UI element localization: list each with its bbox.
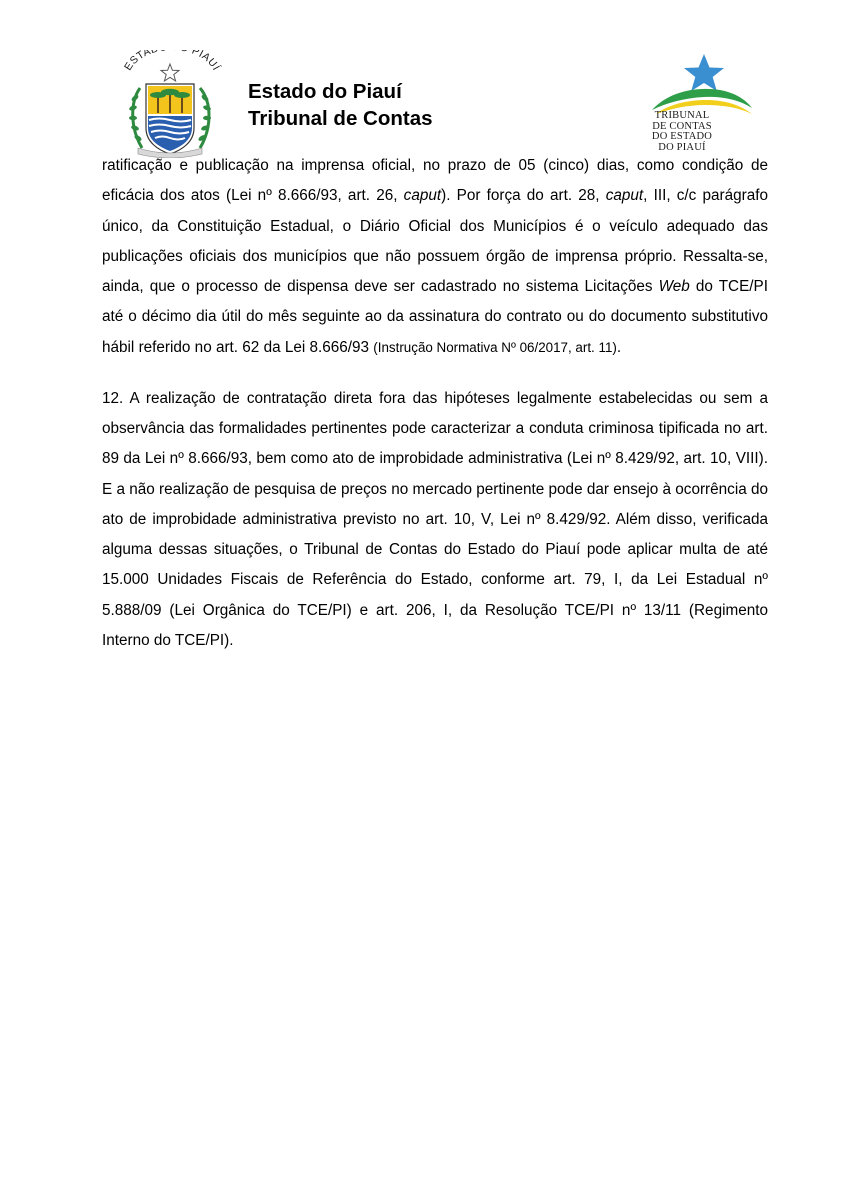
- italic-term: caput: [605, 187, 644, 205]
- seal-arc-text: ESTA PIAUÍ: [122, 50, 222, 73]
- paragraph-continuation: [102, 151, 768, 363]
- italic-term: caput: [403, 187, 442, 205]
- tce-logo-line: DO PIAUÍ: [658, 141, 706, 153]
- header-titles: [248, 78, 433, 132]
- document-body: [102, 151, 768, 656]
- text-run: , III, c/c parágrafo único, da Constituição Estadual, o Diário Oficial dos Municípios é o veículo adequado das publicações oficiais dos municípios que não possuem órgão de imprensa próprio. Ressalta-se, ainda, que o processo de dispensa deve ser cadastrado no sistema Licitações: [102, 187, 768, 295]
- normative-reference: (Instrução Normativa Nº 06/2017, art. 11): [373, 339, 617, 355]
- text-run: ratificação e publicação na imprensa oficial, no prazo de 05 (cinco) dias, como condição de eficácia dos atos (Lei nº 8.666/93, art. 26,: [102, 157, 768, 205]
- tce-logo-line: DO ESTADO: [651, 131, 713, 142]
- state-coat-of-arms-icon: [118, 50, 222, 158]
- tce-logo-line: TRIBUNAL: [654, 110, 710, 121]
- tce-logo-line: DE CONTAS: [652, 120, 712, 132]
- blue-star-icon: [684, 54, 724, 91]
- text-run: ). Por força do art. 28,: [441, 187, 606, 205]
- paragraph-12: 12. A realização de contratação direta fora das hipóteses legalmente estabelecidas ou sem a observância das formalidades pertinentes pode caracterizar a conduta criminosa tipificada no art. 89 da Lei nº 8.666/93, bem como ato de improbidade administrativa (Lei nº 8.429/92, art. 10, VIII). E a não realização de pesquisa de preços no mercado pertinente pode dar ensejo à ocorrência do ato de improbidade administrativa previsto no art. 10, V, Lei nº 8.429/92. Além disso, verificada alguma dessas situações, o Tribunal de Contas do Estado do Piauí pode aplicar multa de até 15.000 Unidades Fiscais de Referência do Estado, conforme art. 79, I, da Lei Estadual nº 5.888/09 (Lei Orgânica do TCE/PI) e art. 206, I, da Resolução TCE/PI nº 13/11 (Regimento Interno do TCE/PI).: [102, 389, 768, 649]
- text-run: do TCE/PI até o décimo dia útil do mês seguinte ao da assinatura do contrato ou do documento substitutivo hábil referido no art. 62 da Lei 8.666/93: [102, 278, 768, 356]
- tce-pi-logo: [648, 52, 756, 158]
- header-title-court: Tribunal de Contas: [248, 107, 433, 130]
- page-header: [0, 0, 849, 160]
- italic-term: Web: [658, 278, 690, 295]
- header-title-state: Estado do Piauí: [248, 80, 402, 103]
- text-run: .: [616, 338, 622, 356]
- tce-logo-wordmark: [650, 111, 714, 153]
